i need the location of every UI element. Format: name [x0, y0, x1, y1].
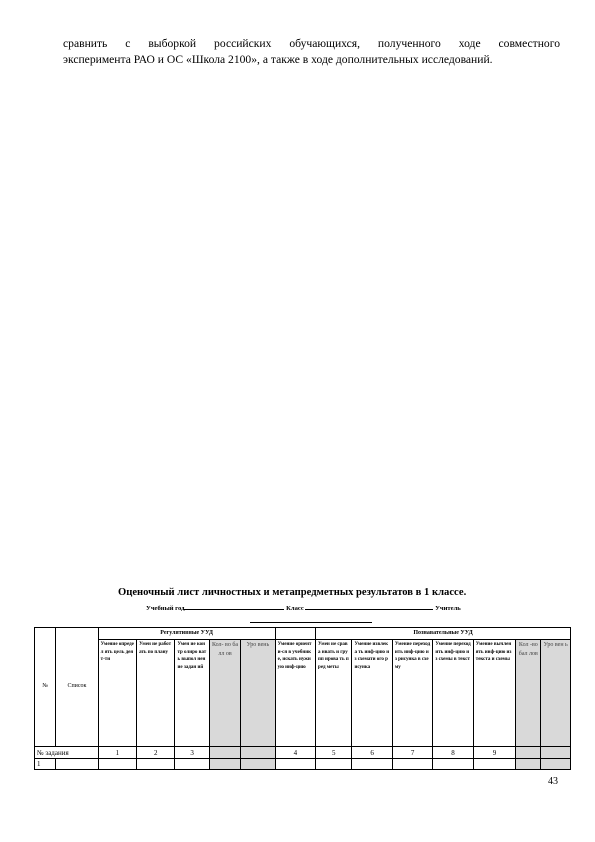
- year-blank: [184, 603, 284, 610]
- col-header-score: Кол -во бал лов: [516, 640, 541, 747]
- task-number: 5: [316, 747, 352, 759]
- col-header: Умение вычлен ять инф-цию из текста и схемы: [473, 640, 515, 747]
- group-header-row: [35, 628, 571, 640]
- col-header-level: Уро вень: [241, 640, 275, 747]
- col-header: Умение извлека ть инф-цию из схемати ого рисунка: [352, 640, 392, 747]
- col-header: Умение переход ить инф-цию из рисунка в схему: [392, 640, 432, 747]
- task-number: 3: [175, 747, 209, 759]
- page-number: 43: [548, 776, 558, 787]
- task-number: 2: [137, 747, 175, 759]
- task-number: 6: [352, 747, 392, 759]
- row-cell-level[interactable]: [241, 759, 275, 770]
- row-cell-score[interactable]: [209, 759, 240, 770]
- year-label: Учебный год: [146, 605, 185, 612]
- form-title: Оценочный лист личностных и метапредметных результатов в 1 классе.: [118, 587, 467, 598]
- class-blank: [305, 603, 433, 610]
- class-label: Класс: [286, 605, 304, 612]
- col-header: Умение определ ять цель деят-ти: [98, 640, 136, 747]
- row-cell[interactable]: [137, 759, 175, 770]
- col-header: Умен ие контр олиро вать выпол нение задан ий: [175, 640, 209, 747]
- row-cell-level[interactable]: [541, 759, 571, 770]
- teacher-blank: [250, 622, 372, 623]
- intro-line-2: эксперимента РАО и ОС «Школа 2100», а также в ходе дополнительных исследований.: [63, 53, 493, 66]
- col-header-level: Уро вен ь: [541, 640, 571, 747]
- task-number: 9: [473, 747, 515, 759]
- table-row: [35, 759, 571, 770]
- row-cell[interactable]: [352, 759, 392, 770]
- form-meta-row: [146, 603, 526, 612]
- col-header-score: Кол- во балл ов: [209, 640, 240, 747]
- assessment-table: [34, 627, 571, 770]
- task-row-label: № задания: [35, 747, 99, 759]
- col-header: Умение ориенти-ся в учебнике, искать нужную инф-цию: [275, 640, 315, 747]
- task-number: 7: [392, 747, 432, 759]
- num-header: №: [35, 628, 56, 747]
- column-header-row: [35, 640, 571, 747]
- row-cell[interactable]: [98, 759, 136, 770]
- row-cell[interactable]: [473, 759, 515, 770]
- task-number: [516, 747, 541, 759]
- row-cell[interactable]: [175, 759, 209, 770]
- list-header: Список: [56, 628, 98, 747]
- row-cell-score[interactable]: [516, 759, 541, 770]
- group-spacer: [275, 628, 315, 640]
- intro-paragraph: [63, 36, 560, 68]
- group-cognitive: Познавательные УУД: [316, 628, 571, 640]
- task-number: [241, 747, 275, 759]
- task-number: 4: [275, 747, 315, 759]
- col-header: Умение переход ить инф-цию из схемы в текст: [433, 640, 473, 747]
- row-cell[interactable]: [433, 759, 473, 770]
- task-number: 8: [433, 747, 473, 759]
- row-name-cell[interactable]: [56, 759, 98, 770]
- row-cell[interactable]: [316, 759, 352, 770]
- task-number: [209, 747, 240, 759]
- row-cell[interactable]: [392, 759, 432, 770]
- intro-line-1: сравнить с выборкой российских обучающихся, полученного ходе совместного: [63, 37, 560, 50]
- task-number-row: [35, 747, 571, 759]
- row-number: 1: [35, 759, 56, 770]
- col-header: Умен ие работ ать по плану: [137, 640, 175, 747]
- row-cell[interactable]: [275, 759, 315, 770]
- task-number: 1: [98, 747, 136, 759]
- teacher-label: Учитель: [435, 605, 461, 612]
- group-regulative: Регулятивные УУД: [98, 628, 275, 640]
- task-number: [541, 747, 571, 759]
- col-header: Умен ие срава нвать и групп ирова ть пред меты: [316, 640, 352, 747]
